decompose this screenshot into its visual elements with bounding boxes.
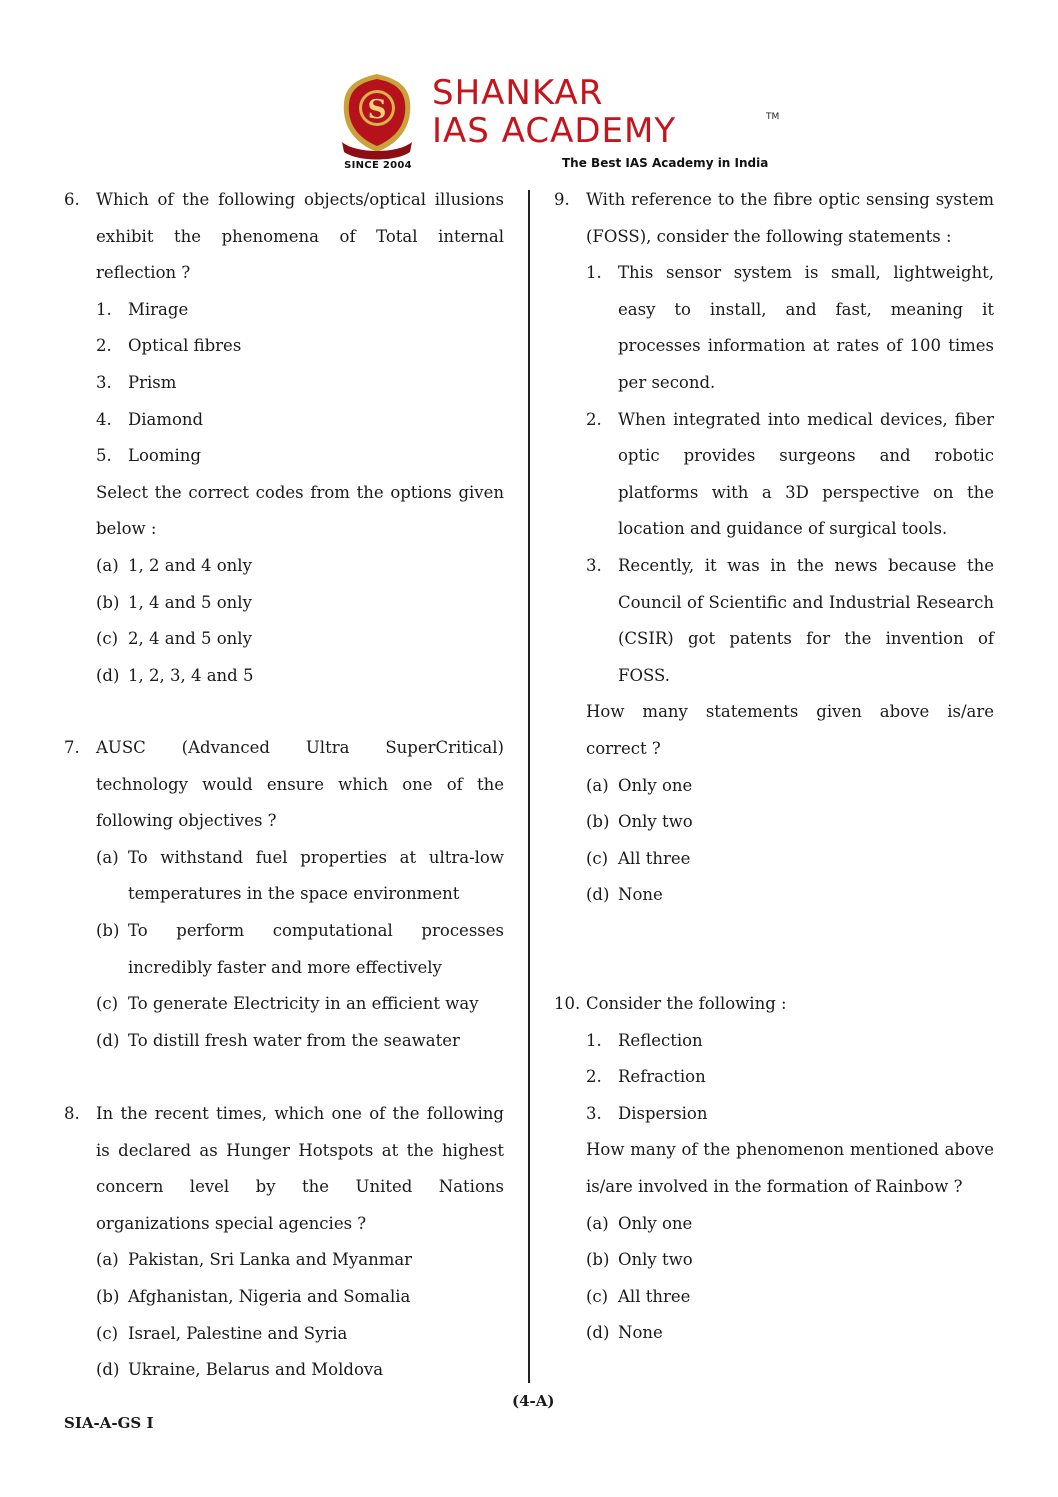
answer-option: (b) Afghanistan, Nigeria and Somalia	[96, 1286, 411, 1306]
statement-item: 2. When integrated into medical devices, fiber optic provides surgeons and robotic platforms with a 3D perspective on the location and guidance of surgical tools.	[586, 409, 994, 539]
question-6	[64, 182, 504, 694]
answer-option: (c) To generate Electricity in an efficient way	[96, 994, 479, 1014]
column-divider	[528, 190, 530, 1383]
answer-option: (b) 1, 4 and 5 only	[96, 592, 252, 612]
question-number: 10.	[554, 994, 581, 1013]
question-stem: AUSC (Advanced Ultra SuperCritical) technology would ensure which one of the following objectives ?	[96, 738, 504, 831]
svg-text:S: S	[367, 95, 387, 125]
page-number: (4-A)	[512, 1392, 555, 1410]
answer-option: (b) To perform computational processes incredibly faster and more effectively	[96, 920, 504, 977]
list-item: 2. Refraction	[586, 1067, 706, 1087]
question-instruction: Select the correct codes from the options given below :	[96, 482, 504, 539]
brand-name-line2: IAS ACADEMY	[432, 111, 677, 151]
answer-option: (d) None	[586, 1323, 663, 1343]
question-number: 7.	[64, 738, 80, 757]
answer-option: (b) Only two	[586, 812, 693, 832]
brand-name-line1: SHANKAR	[432, 73, 604, 113]
question-stem: Consider the following :	[586, 994, 787, 1013]
statement-item: 1. This sensor system is small, lightweight, easy to install, and fast, meaning it processes information at rates of 100 times per second.	[586, 263, 994, 392]
question-number: 8.	[64, 1104, 80, 1123]
question-9	[554, 182, 994, 914]
answer-option: (c) Israel, Palestine and Syria	[96, 1323, 348, 1343]
answer-option: (c) All three	[586, 848, 691, 868]
answer-option: (c) All three	[586, 1286, 691, 1306]
academy-logo	[330, 68, 790, 178]
list-item: 3. Dispersion	[586, 1103, 708, 1123]
academy-emblem-icon	[336, 72, 418, 168]
answer-option: (a) 1, 2 and 4 only	[96, 555, 252, 575]
answer-option: (d) 1, 2, 3, 4 and 5	[96, 665, 254, 685]
question-stem: Which of the following objects/optical illusions exhibit the phenomena of Total internal reflection ?	[96, 190, 504, 283]
question-stem: In the recent times, which one of the following is declared as Hunger Hotspots at the highest concern level by the United Nations organizations special agencies ?	[96, 1104, 504, 1233]
list-item: 3. Prism	[96, 372, 177, 392]
question-stem: With reference to the fibre optic sensing system (FOSS), consider the following statements :	[586, 190, 994, 246]
answer-option: (a) Only one	[586, 1213, 693, 1233]
list-item: 5. Looming	[96, 446, 201, 466]
list-item: 1. Mirage	[96, 299, 189, 319]
statement-item: 3. Recently, it was in the news because the Council of Scientific and Industrial Research (CSIR) got patents for the invention of FOSS.	[586, 555, 994, 685]
question-number: 9.	[554, 190, 570, 209]
question-number: 6.	[64, 190, 80, 209]
question-instruction: How many statements given above is/are correct ?	[586, 702, 994, 758]
answer-option: (d) None	[586, 885, 663, 905]
answer-option: (d) To distill fresh water from the seawater	[96, 1030, 460, 1050]
question-10	[554, 986, 994, 1352]
brand-tagline: The Best IAS Academy in India	[562, 156, 769, 170]
list-item: 1. Reflection	[586, 1030, 703, 1050]
answer-option: (a) Pakistan, Sri Lanka and Myanmar	[96, 1250, 413, 1270]
question-7	[64, 730, 504, 1059]
list-item: 4. Diamond	[96, 409, 204, 429]
answer-option: (d) Ukraine, Belarus and Moldova	[96, 1360, 384, 1380]
answer-option: (a) Only one	[586, 775, 693, 795]
question-8	[64, 1096, 504, 1389]
since-label: SINCE 2004	[344, 160, 412, 171]
answer-option: (a) To withstand fuel properties at ultra-low temperatures in the space environment	[96, 847, 504, 904]
question-instruction: How many of the phenomenon mentioned above is/are involved in the formation of Rainbow ?	[586, 1140, 994, 1196]
series-code: SIA-A-GS I	[64, 1414, 154, 1432]
answer-option: (c) 2, 4 and 5 only	[96, 629, 252, 649]
list-item: 2. Optical fibres	[96, 336, 242, 356]
answer-option: (b) Only two	[586, 1250, 693, 1270]
trademark-mark: TM	[766, 112, 780, 122]
